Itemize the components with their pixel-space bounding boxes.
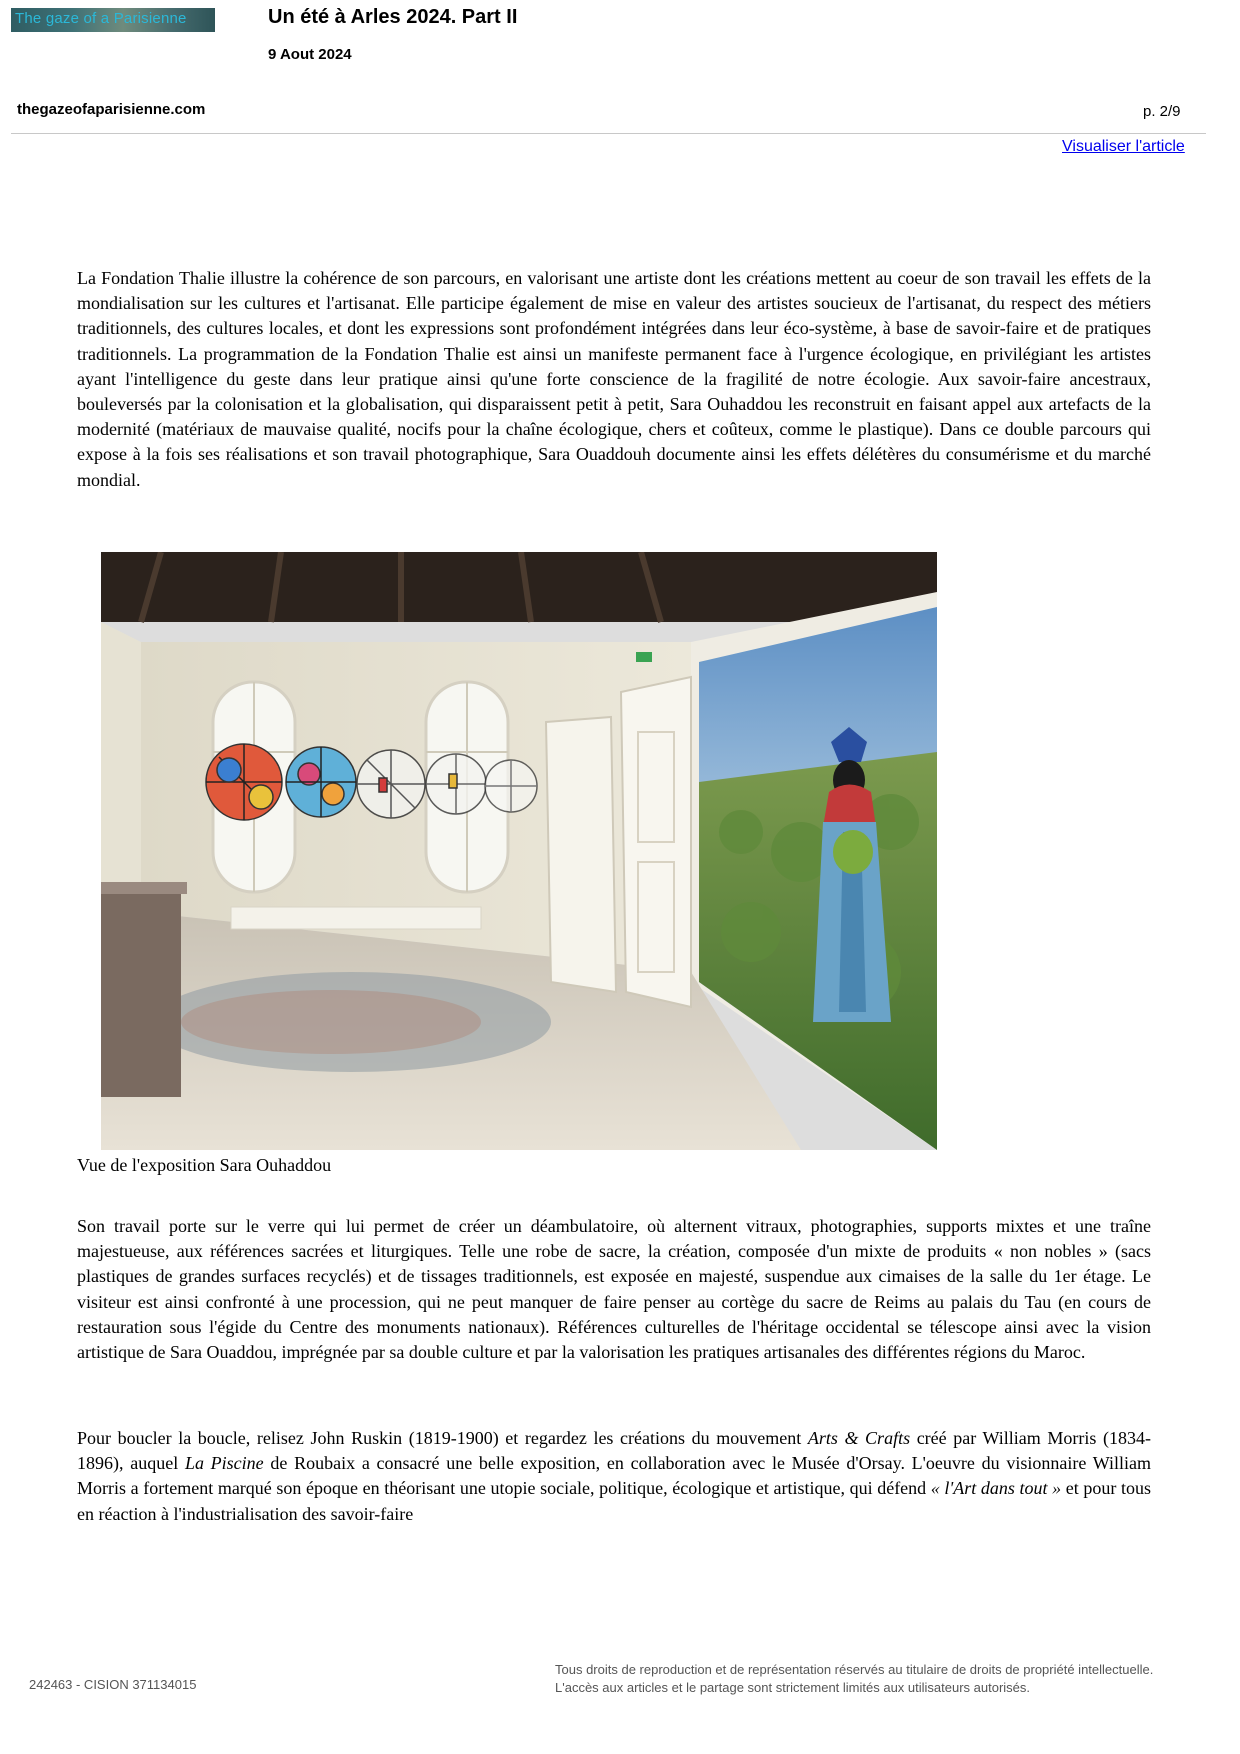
article-paragraph-3 [77,1426,1151,1527]
arts-crafts-italic: Arts & Crafts [807,1428,911,1448]
article-paragraph-2: Son travail porte sur le verre qui lui permet de créer un déambulatoire, où alternent vitraux, photographies, supports mixtes et une traîne majestueuse, aux références sacrées et liturgiques. Telle une robe de sacre, la création, composée d'un mixte de produits « non nobles » (sacs plastiques de grandes surfaces recyclés) et de tissages traditionnels, est exposée en majesté, suspendue aux cimaises de la salle du 1er étage. Le visiteur est ainsi confronté à une procession, qui ne peut manquer de faire penser au cortège du sacre de Reims au palais du Tau (en cours de restauration sous l'égide du Centre des monuments nationaux). Références culturelles de l'héritage occidental se télescope ainsi avec la vision artistique de Sara Ouaddou, imprégnée par sa double culture et par la valorisation les pratiques artisanales des différentes régions du Maroc. [77,1216,1151,1363]
header-divider [11,133,1206,134]
paragraph-3-text-2: créé par William Morris (1834-1896), auquel [77,1428,1151,1474]
article-paragraph-1: La Fondation Thalie illustre la cohérence de son parcours, en valorisant une artiste dont les créations mettent au coeur de son travail les effets de la mondialisation sur les cultures et l'artisanat. Elle participe également de mise en valeur des artistes soucieux de l'artisanat, du respect des métiers traditionnels, des cultures locales, et dont les expressions sont profondément intégrées dans leur éco-système, à base de savoir-faire et de pratiques traditionnels. La programmation de la Fondation Thalie est ainsi un manifeste permanent face à l'urgence écologique, en privilégiant les artistes ayant l'intelligence du geste dans leur pratique ainsi qu'une forte conscience de la fragilité de notre écologie. Aux savoir-faire ancestraux, bouleversés par la colonisation et la globalisation, qui disparaissent petit à petit, Sara Ouhaddou les reconstruit en faisant appel aux artefacts de la modernité (matériaux de mauvaise qualité, nocifs pour la chaîne écologique, chers et coûteux, comme le plastique). Dans ce double parcours qui expose à la fois ses réalisations et son travail photographique, Sara Ouaddouh documente ainsi les effets délétères du consumérisme et du marché mondial. [77,268,1151,490]
footer-rights [555,1661,1215,1697]
paragraph-3-text-1: Pour boucler la boucle, relisez John Ruskin (1819-1900) et regardez les créations du mouvement [77,1428,808,1448]
source-site: thegazeofaparisienne.com [17,101,206,118]
photo-caption: Vue de l'exposition Sara Ouhaddou [77,1155,332,1175]
view-article-link[interactable]: Visualiser l'article [1062,138,1185,155]
site-logo-text: The gaze of a Parisienne [15,10,187,27]
footer-rights-line-1: Tous droits de reproduction et de représentation réservés au titulaire de droits de propriété intellectuelle. [555,1662,1154,1677]
paragraph-3-text-4: et pour tous en réaction à l'industrialisation des savoir-faire [77,1478,1151,1524]
la-piscine-italic: La Piscine [184,1453,264,1474]
article-title: Un été à Arles 2024. Part II [268,6,518,28]
footer-rights-line-2: L'accès aux articles et le partage sont strictement limités aux utilisateurs autorisés. [555,1680,1031,1695]
page-number: p. 2/9 [1143,103,1181,120]
footer-cision-id: 242463 - CISION 371134015 [29,1677,197,1692]
paragraph-3-text-3: de Roubaix a consacré une belle exposition, en collaboration avec le Musée d'Orsay. L'oeuvre du visionnaire William Morris a fortement marqué son époque en théorisant une utopie sociale, politique, écologique et artistique, qui défend [77,1453,1151,1499]
art-dans-tout-italic: « l'Art dans tout » [930,1478,1062,1499]
site-logo [11,8,215,32]
article-date: 9 Aout 2024 [268,46,352,63]
exhibition-photo [101,552,937,1150]
